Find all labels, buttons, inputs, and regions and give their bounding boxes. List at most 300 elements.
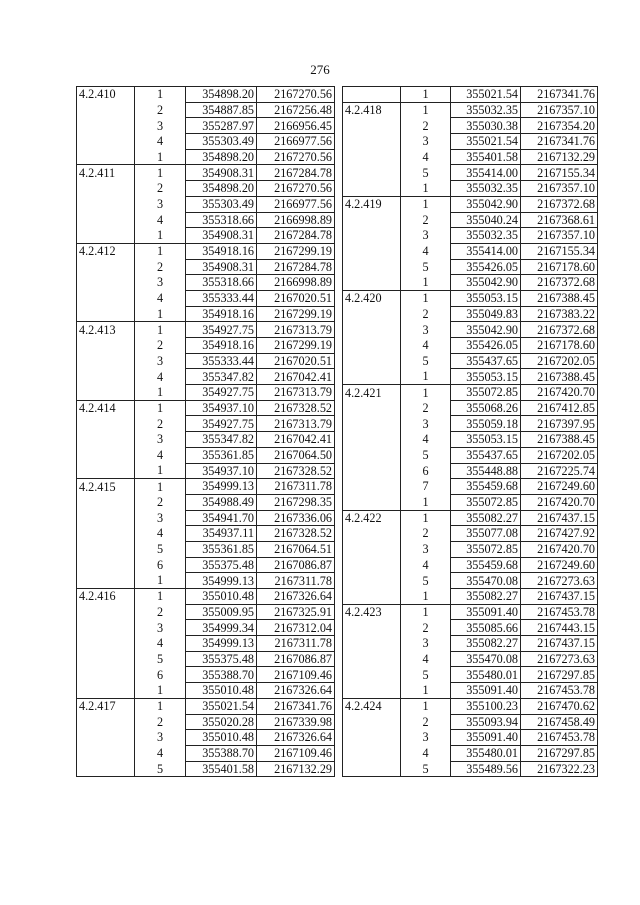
x-coordinate-cell: 355042.90 <box>451 322 521 338</box>
parcel-id-cell <box>77 573 135 589</box>
table-row <box>343 275 598 291</box>
point-number-cell: 5 <box>401 667 451 683</box>
table-row <box>343 589 598 605</box>
x-coordinate-cell: 355042.90 <box>451 275 521 291</box>
parcel-id-cell <box>77 745 135 761</box>
y-coordinate-cell: 2167155.34 <box>521 165 598 181</box>
y-coordinate-cell: 2167297.85 <box>521 667 598 683</box>
parcel-id-cell <box>343 636 401 652</box>
x-coordinate-cell: 355333.44 <box>186 353 257 369</box>
point-number-cell: 1 <box>401 510 451 526</box>
table-row <box>343 369 598 385</box>
point-number-cell: 4 <box>135 745 186 761</box>
point-number-cell: 4 <box>401 149 451 165</box>
table-row <box>77 573 335 589</box>
x-coordinate-cell: 354988.49 <box>186 494 257 510</box>
x-coordinate-cell: 354999.13 <box>186 636 257 652</box>
y-coordinate-cell: 2167372.68 <box>521 196 598 212</box>
x-coordinate-cell: 355053.15 <box>451 290 521 306</box>
point-number-cell: 1 <box>401 102 451 118</box>
parcel-id-cell <box>343 667 401 683</box>
table-row <box>343 510 598 526</box>
x-coordinate-cell: 355072.85 <box>451 385 521 401</box>
point-number-cell: 3 <box>135 730 186 746</box>
point-number-cell: 6 <box>135 557 186 573</box>
parcel-id-cell <box>343 463 401 479</box>
point-number-cell: 1 <box>401 698 451 714</box>
parcel-id-cell <box>343 683 401 699</box>
x-coordinate-cell: 355077.08 <box>451 526 521 542</box>
parcel-id-cell: 4.2.412 <box>77 243 135 259</box>
coordinates-table-left <box>76 86 335 777</box>
table-row <box>343 181 598 197</box>
x-coordinate-cell: 355020.28 <box>186 714 257 730</box>
y-coordinate-cell: 2167273.63 <box>521 651 598 667</box>
table-row <box>77 243 335 259</box>
parcel-id-cell: 4.2.415 <box>77 479 135 495</box>
table-row <box>343 196 598 212</box>
point-number-cell: 3 <box>401 134 451 150</box>
table-row <box>77 479 335 495</box>
x-coordinate-cell: 355426.05 <box>451 259 521 275</box>
table-row <box>343 243 598 259</box>
y-coordinate-cell: 2167086.87 <box>257 557 335 573</box>
parcel-id-cell <box>77 557 135 573</box>
parcel-id-cell <box>77 494 135 510</box>
point-number-cell: 4 <box>401 745 451 761</box>
table-row <box>77 369 335 385</box>
x-coordinate-cell: 355287.97 <box>186 118 257 134</box>
x-coordinate-cell: 355021.54 <box>451 87 521 103</box>
point-number-cell: 2 <box>135 494 186 510</box>
point-number-cell: 2 <box>135 604 186 620</box>
y-coordinate-cell: 2167437.15 <box>521 510 598 526</box>
y-coordinate-cell: 2167336.06 <box>257 510 335 526</box>
point-number-cell: 1 <box>401 683 451 699</box>
table-row <box>343 636 598 652</box>
y-coordinate-cell: 2167249.60 <box>521 479 598 495</box>
x-coordinate-cell: 355059.18 <box>451 416 521 432</box>
point-number-cell: 3 <box>135 118 186 134</box>
table-row <box>343 212 598 228</box>
point-number-cell: 2 <box>401 714 451 730</box>
y-coordinate-cell: 2167225.74 <box>521 463 598 479</box>
x-coordinate-cell: 354887.85 <box>186 102 257 118</box>
x-coordinate-cell: 355085.66 <box>451 620 521 636</box>
x-coordinate-cell: 355470.08 <box>451 651 521 667</box>
y-coordinate-cell: 2167388.45 <box>521 369 598 385</box>
y-coordinate-cell: 2167326.64 <box>257 589 335 605</box>
point-number-cell: 5 <box>135 541 186 557</box>
table-row <box>343 102 598 118</box>
x-coordinate-cell: 355049.83 <box>451 306 521 322</box>
point-number-cell: 4 <box>135 526 186 542</box>
table-row <box>77 212 335 228</box>
x-coordinate-cell: 355459.68 <box>451 557 521 573</box>
table-row <box>77 181 335 197</box>
x-coordinate-cell: 355032.35 <box>451 102 521 118</box>
point-number-cell: 3 <box>135 353 186 369</box>
x-coordinate-cell: 354898.20 <box>186 149 257 165</box>
x-coordinate-cell: 355426.05 <box>451 338 521 354</box>
table-row <box>77 636 335 652</box>
point-number-cell: 1 <box>135 479 186 495</box>
y-coordinate-cell: 2167322.23 <box>521 761 598 777</box>
parcel-id-cell <box>77 432 135 448</box>
y-coordinate-cell: 2167042.41 <box>257 369 335 385</box>
table-row <box>77 683 335 699</box>
table-row <box>343 290 598 306</box>
x-coordinate-cell: 354937.10 <box>186 400 257 416</box>
x-coordinate-cell: 355448.88 <box>451 463 521 479</box>
parcel-id-cell <box>343 338 401 354</box>
parcel-id-cell: 4.2.422 <box>343 510 401 526</box>
parcel-id-cell <box>77 667 135 683</box>
point-number-cell: 5 <box>401 353 451 369</box>
x-coordinate-cell: 355489.56 <box>451 761 521 777</box>
parcel-id-cell <box>77 385 135 401</box>
point-number-cell: 2 <box>135 338 186 354</box>
parcel-id-cell <box>343 275 401 291</box>
y-coordinate-cell: 2166998.89 <box>257 275 335 291</box>
parcel-id-cell <box>343 369 401 385</box>
y-coordinate-cell: 2167437.15 <box>521 589 598 605</box>
parcel-id-cell: 4.2.420 <box>343 290 401 306</box>
y-coordinate-cell: 2167412.85 <box>521 400 598 416</box>
y-coordinate-cell: 2167020.51 <box>257 290 335 306</box>
table-row <box>343 338 598 354</box>
point-number-cell: 5 <box>401 761 451 777</box>
x-coordinate-cell: 354937.10 <box>186 463 257 479</box>
table-row <box>77 322 335 338</box>
y-coordinate-cell: 2167256.48 <box>257 102 335 118</box>
y-coordinate-cell: 2167270.56 <box>257 149 335 165</box>
parcel-id-cell <box>343 118 401 134</box>
table-row <box>343 353 598 369</box>
y-coordinate-cell: 2167372.68 <box>521 322 598 338</box>
parcel-id-cell <box>77 181 135 197</box>
parcel-id-cell <box>77 416 135 432</box>
parcel-id-cell <box>77 526 135 542</box>
point-number-cell: 3 <box>401 228 451 244</box>
parcel-id-cell <box>77 290 135 306</box>
table-row <box>77 196 335 212</box>
parcel-id-cell: 4.2.416 <box>77 589 135 605</box>
y-coordinate-cell: 2167420.70 <box>521 541 598 557</box>
table-row <box>343 228 598 244</box>
x-coordinate-cell: 355414.00 <box>451 243 521 259</box>
point-number-cell: 3 <box>401 541 451 557</box>
table-row <box>77 604 335 620</box>
point-number-cell: 4 <box>401 557 451 573</box>
y-coordinate-cell: 2167372.68 <box>521 275 598 291</box>
y-coordinate-cell: 2167453.78 <box>521 730 598 746</box>
parcel-id-cell <box>343 620 401 636</box>
parcel-id-cell <box>77 730 135 746</box>
point-number-cell: 1 <box>135 385 186 401</box>
point-number-cell: 1 <box>135 149 186 165</box>
table-row <box>343 698 598 714</box>
y-coordinate-cell: 2167020.51 <box>257 353 335 369</box>
table-row <box>77 745 335 761</box>
point-number-cell: 2 <box>135 181 186 197</box>
table-row <box>343 87 598 103</box>
parcel-id-cell: 4.2.424 <box>343 698 401 714</box>
table-row <box>77 102 335 118</box>
table-row <box>343 557 598 573</box>
parcel-id-cell <box>77 134 135 150</box>
parcel-id-cell <box>77 510 135 526</box>
parcel-id-cell <box>343 494 401 510</box>
x-coordinate-cell: 355437.65 <box>451 447 521 463</box>
table-row <box>77 353 335 369</box>
table-row <box>77 667 335 683</box>
y-coordinate-cell: 2167326.64 <box>257 730 335 746</box>
y-coordinate-cell: 2167328.52 <box>257 463 335 479</box>
table-row <box>343 479 598 495</box>
x-coordinate-cell: 355091.40 <box>451 730 521 746</box>
table-row <box>77 541 335 557</box>
point-number-cell: 1 <box>401 290 451 306</box>
point-number-cell: 3 <box>401 636 451 652</box>
parcel-id-cell <box>77 338 135 354</box>
parcel-id-cell <box>343 134 401 150</box>
point-number-cell: 3 <box>135 275 186 291</box>
x-coordinate-cell: 355303.49 <box>186 196 257 212</box>
point-number-cell: 1 <box>135 698 186 714</box>
parcel-id-cell <box>343 259 401 275</box>
table-row <box>343 149 598 165</box>
table-row <box>77 589 335 605</box>
y-coordinate-cell: 2167368.61 <box>521 212 598 228</box>
y-coordinate-cell: 2167284.78 <box>257 228 335 244</box>
y-coordinate-cell: 2167357.10 <box>521 102 598 118</box>
parcel-id-cell <box>343 714 401 730</box>
parcel-id-cell <box>343 651 401 667</box>
point-number-cell: 1 <box>135 400 186 416</box>
table-row <box>343 761 598 777</box>
parcel-id-cell <box>343 212 401 228</box>
table-row <box>77 416 335 432</box>
y-coordinate-cell: 2167299.19 <box>257 243 335 259</box>
parcel-id-cell <box>77 651 135 667</box>
table-row <box>77 620 335 636</box>
x-coordinate-cell: 354937.11 <box>186 526 257 542</box>
y-coordinate-cell: 2167109.46 <box>257 745 335 761</box>
x-coordinate-cell: 355401.58 <box>186 761 257 777</box>
parcel-id-cell <box>343 557 401 573</box>
x-coordinate-cell: 355021.54 <box>186 698 257 714</box>
parcel-id-cell: 4.2.421 <box>343 385 401 401</box>
parcel-id-cell <box>77 212 135 228</box>
point-number-cell: 1 <box>135 306 186 322</box>
y-coordinate-cell: 2167086.87 <box>257 651 335 667</box>
table-row <box>77 526 335 542</box>
x-coordinate-cell: 354999.13 <box>186 479 257 495</box>
point-number-cell: 2 <box>135 259 186 275</box>
y-coordinate-cell: 2167388.45 <box>521 432 598 448</box>
table-row <box>343 134 598 150</box>
y-coordinate-cell: 2167427.92 <box>521 526 598 542</box>
parcel-id-cell <box>343 87 401 103</box>
y-coordinate-cell: 2167341.76 <box>521 134 598 150</box>
table-row <box>343 447 598 463</box>
x-coordinate-cell: 355010.48 <box>186 589 257 605</box>
y-coordinate-cell: 2167312.04 <box>257 620 335 636</box>
point-number-cell: 1 <box>135 228 186 244</box>
table-row <box>77 761 335 777</box>
table-row <box>343 651 598 667</box>
x-coordinate-cell: 355068.26 <box>451 400 521 416</box>
table-row <box>77 259 335 275</box>
point-number-cell: 5 <box>401 259 451 275</box>
parcel-id-cell <box>343 761 401 777</box>
x-coordinate-cell: 355010.48 <box>186 683 257 699</box>
parcel-id-cell <box>343 353 401 369</box>
page-number: 276 <box>310 62 330 77</box>
point-number-cell: 3 <box>135 432 186 448</box>
table-row <box>343 683 598 699</box>
y-coordinate-cell: 2167325.91 <box>257 604 335 620</box>
x-coordinate-cell: 355091.40 <box>451 683 521 699</box>
x-coordinate-cell: 354927.75 <box>186 416 257 432</box>
table-row <box>343 432 598 448</box>
y-coordinate-cell: 2167202.05 <box>521 447 598 463</box>
x-coordinate-cell: 355009.95 <box>186 604 257 620</box>
parcel-id-cell <box>343 149 401 165</box>
point-number-cell: 5 <box>401 447 451 463</box>
x-coordinate-cell: 355021.54 <box>451 134 521 150</box>
table-row <box>77 306 335 322</box>
parcel-id-cell <box>77 306 135 322</box>
table-row <box>343 400 598 416</box>
table-row <box>343 463 598 479</box>
point-number-cell: 1 <box>135 573 186 589</box>
point-number-cell: 2 <box>401 212 451 228</box>
y-coordinate-cell: 2167311.78 <box>257 573 335 589</box>
table-row <box>343 526 598 542</box>
y-coordinate-cell: 2166977.56 <box>257 134 335 150</box>
point-number-cell: 4 <box>135 369 186 385</box>
table-body <box>77 87 335 777</box>
y-coordinate-cell: 2167155.34 <box>521 243 598 259</box>
point-number-cell: 3 <box>135 620 186 636</box>
point-number-cell: 2 <box>401 620 451 636</box>
x-coordinate-cell: 355303.49 <box>186 134 257 150</box>
parcel-id-cell <box>343 541 401 557</box>
parcel-id-cell: 4.2.413 <box>77 322 135 338</box>
y-coordinate-cell: 2167313.79 <box>257 385 335 401</box>
point-number-cell: 4 <box>135 212 186 228</box>
x-coordinate-cell: 355388.70 <box>186 667 257 683</box>
y-coordinate-cell: 2167178.60 <box>521 338 598 354</box>
table-row <box>343 385 598 401</box>
point-number-cell: 5 <box>401 573 451 589</box>
x-coordinate-cell: 355053.15 <box>451 432 521 448</box>
point-number-cell: 3 <box>135 510 186 526</box>
x-coordinate-cell: 355030.38 <box>451 118 521 134</box>
parcel-id-cell <box>343 322 401 338</box>
x-coordinate-cell: 355375.48 <box>186 651 257 667</box>
point-number-cell: 1 <box>401 494 451 510</box>
x-coordinate-cell: 355053.15 <box>451 369 521 385</box>
parcel-id-cell <box>343 243 401 259</box>
point-number-cell: 1 <box>401 181 451 197</box>
y-coordinate-cell: 2167297.85 <box>521 745 598 761</box>
x-coordinate-cell: 355388.70 <box>186 745 257 761</box>
parcel-id-cell <box>77 369 135 385</box>
parcel-id-cell <box>77 149 135 165</box>
parcel-id-cell <box>77 259 135 275</box>
y-coordinate-cell: 2167270.56 <box>257 181 335 197</box>
parcel-id-cell: 4.2.419 <box>343 196 401 212</box>
parcel-id-cell <box>77 118 135 134</box>
x-coordinate-cell: 355093.94 <box>451 714 521 730</box>
point-number-cell: 1 <box>401 589 451 605</box>
parcel-id-cell <box>343 745 401 761</box>
parcel-id-cell: 4.2.423 <box>343 604 401 620</box>
y-coordinate-cell: 2167328.52 <box>257 400 335 416</box>
parcel-id-cell <box>77 683 135 699</box>
y-coordinate-cell: 2167443.15 <box>521 620 598 636</box>
y-coordinate-cell: 2167311.78 <box>257 636 335 652</box>
table-row <box>343 494 598 510</box>
x-coordinate-cell: 354918.16 <box>186 338 257 354</box>
x-coordinate-cell: 355401.58 <box>451 149 521 165</box>
x-coordinate-cell: 355040.24 <box>451 212 521 228</box>
table-row <box>343 259 598 275</box>
parcel-id-cell <box>343 526 401 542</box>
y-coordinate-cell: 2167453.78 <box>521 683 598 699</box>
parcel-id-cell <box>343 400 401 416</box>
point-number-cell: 6 <box>135 667 186 683</box>
table-row <box>77 432 335 448</box>
point-number-cell: 1 <box>135 463 186 479</box>
y-coordinate-cell: 2167298.35 <box>257 494 335 510</box>
table-row <box>77 290 335 306</box>
x-coordinate-cell: 354999.13 <box>186 573 257 589</box>
point-number-cell: 1 <box>135 243 186 259</box>
y-coordinate-cell: 2167299.19 <box>257 338 335 354</box>
table-row <box>343 573 598 589</box>
point-number-cell: 1 <box>135 322 186 338</box>
table-row <box>77 698 335 714</box>
table-row <box>77 149 335 165</box>
point-number-cell: 3 <box>135 196 186 212</box>
table-row <box>343 322 598 338</box>
table-row <box>343 165 598 181</box>
point-number-cell: 1 <box>135 87 186 103</box>
x-coordinate-cell: 355347.82 <box>186 432 257 448</box>
y-coordinate-cell: 2167357.10 <box>521 228 598 244</box>
point-number-cell: 4 <box>401 243 451 259</box>
y-coordinate-cell: 2167064.51 <box>257 541 335 557</box>
parcel-id-cell <box>77 447 135 463</box>
x-coordinate-cell: 354941.70 <box>186 510 257 526</box>
point-number-cell: 5 <box>401 165 451 181</box>
point-number-cell: 2 <box>401 306 451 322</box>
y-coordinate-cell: 2167284.78 <box>257 165 335 181</box>
point-number-cell: 3 <box>401 322 451 338</box>
x-coordinate-cell: 355010.48 <box>186 730 257 746</box>
y-coordinate-cell: 2167249.60 <box>521 557 598 573</box>
point-number-cell: 6 <box>401 463 451 479</box>
x-coordinate-cell: 354927.75 <box>186 322 257 338</box>
table-row <box>343 620 598 636</box>
x-coordinate-cell: 354908.31 <box>186 228 257 244</box>
parcel-id-cell <box>343 573 401 589</box>
parcel-id-cell <box>77 604 135 620</box>
